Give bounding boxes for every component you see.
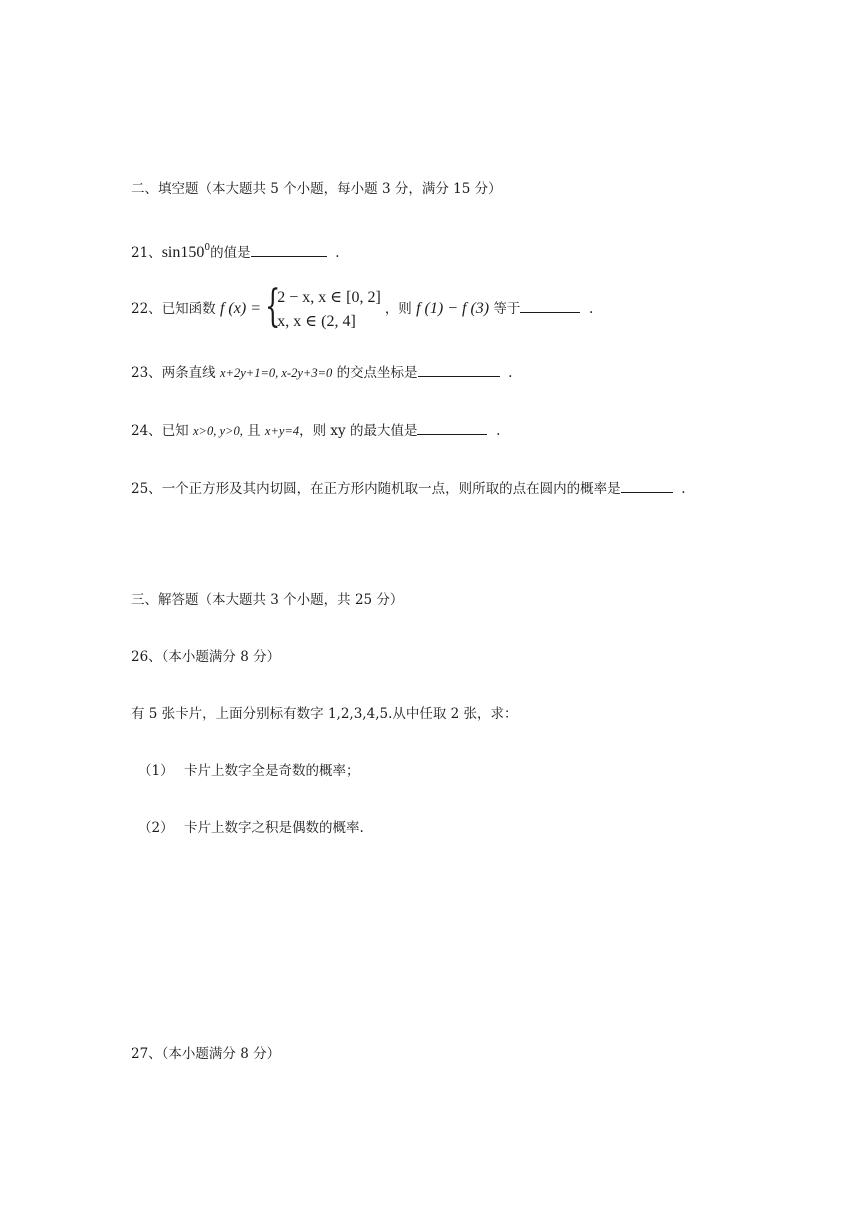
question-number: 24、 [131,423,162,439]
period: . [589,301,594,317]
sub-question-text: 卡片上数字全是奇数的概率； [184,763,360,779]
piecewise-function [265,280,381,334]
question-21 [131,238,339,263]
sum-equation: x+y=4 [264,424,300,438]
sin-expression: sin150 [161,244,205,261]
sub-question-number: （1） [138,763,174,779]
sub-question-1 [138,761,360,781]
answer-blank[interactable] [251,242,327,257]
answer-blank[interactable] [417,420,487,435]
question-prefix: 已知函数 [161,301,216,317]
question-number: 21、 [131,245,162,261]
question-number: 25、 [131,481,162,497]
question-text: 一个正方形及其内切圆，在正方形内随机取一点，则所取的点在圆内的概率是 [161,481,621,497]
degree-superscript: 0 [204,243,211,253]
sub-question-number: （2） [138,820,174,836]
case-1: 2 − x, x ∈ [0, 2] [277,288,381,306]
question-post: 的交点坐标是 [336,365,418,381]
period: . [508,365,513,381]
period: . [681,481,686,497]
section-2-heading: 二、填空题（本大题共 5 个小题，每小题 3 分，满分 15 分） [131,181,502,197]
question-post: 等于 [493,301,521,317]
case-2: x, x ∈ (2, 4] [277,312,356,330]
answer-blank[interactable] [418,362,500,377]
question-post: ，则 xy 的最大值是 [299,423,418,439]
question-26-body: 有 5 张卡片，上面分别标有数字 1,2,3,4,5.从中任取 2 张，求： [131,706,518,722]
section-3-heading: 三、解答题（本大题共 3 个小题，共 25 分） [131,592,404,608]
sub-question-text: 卡片上数字之积是偶数的概率. [184,820,364,836]
question-22 [131,280,594,334]
answer-blank[interactable] [520,298,580,313]
question-text: 的值是 [210,245,251,261]
question-number: 22、 [131,301,162,317]
brace-icon: { [265,280,281,332]
period: . [335,245,340,261]
question-24 [131,420,500,441]
question-26-title: 26、（本小题满分 8 分） [131,649,281,665]
difference-expression: f (1) − f (3) [416,300,490,317]
sub-question-2 [138,818,364,838]
period: . [496,423,501,439]
question-23 [131,362,512,383]
question-mid: 且 [247,423,261,439]
function-fx: f (x) = [219,300,261,317]
line-equations: x+2y+1=0, x-2y+3=0 [219,366,333,380]
question-27-title: 27、（本小题满分 8 分） [131,1046,281,1062]
question-number: 23、 [131,365,162,381]
answer-blank[interactable] [621,478,673,493]
question-mid: ，则 [384,301,412,317]
condition: x>0, y>0, [192,424,243,438]
question-25 [131,478,686,499]
question-prefix: 两条直线 [161,365,216,381]
question-prefix: 已知 [161,423,189,439]
